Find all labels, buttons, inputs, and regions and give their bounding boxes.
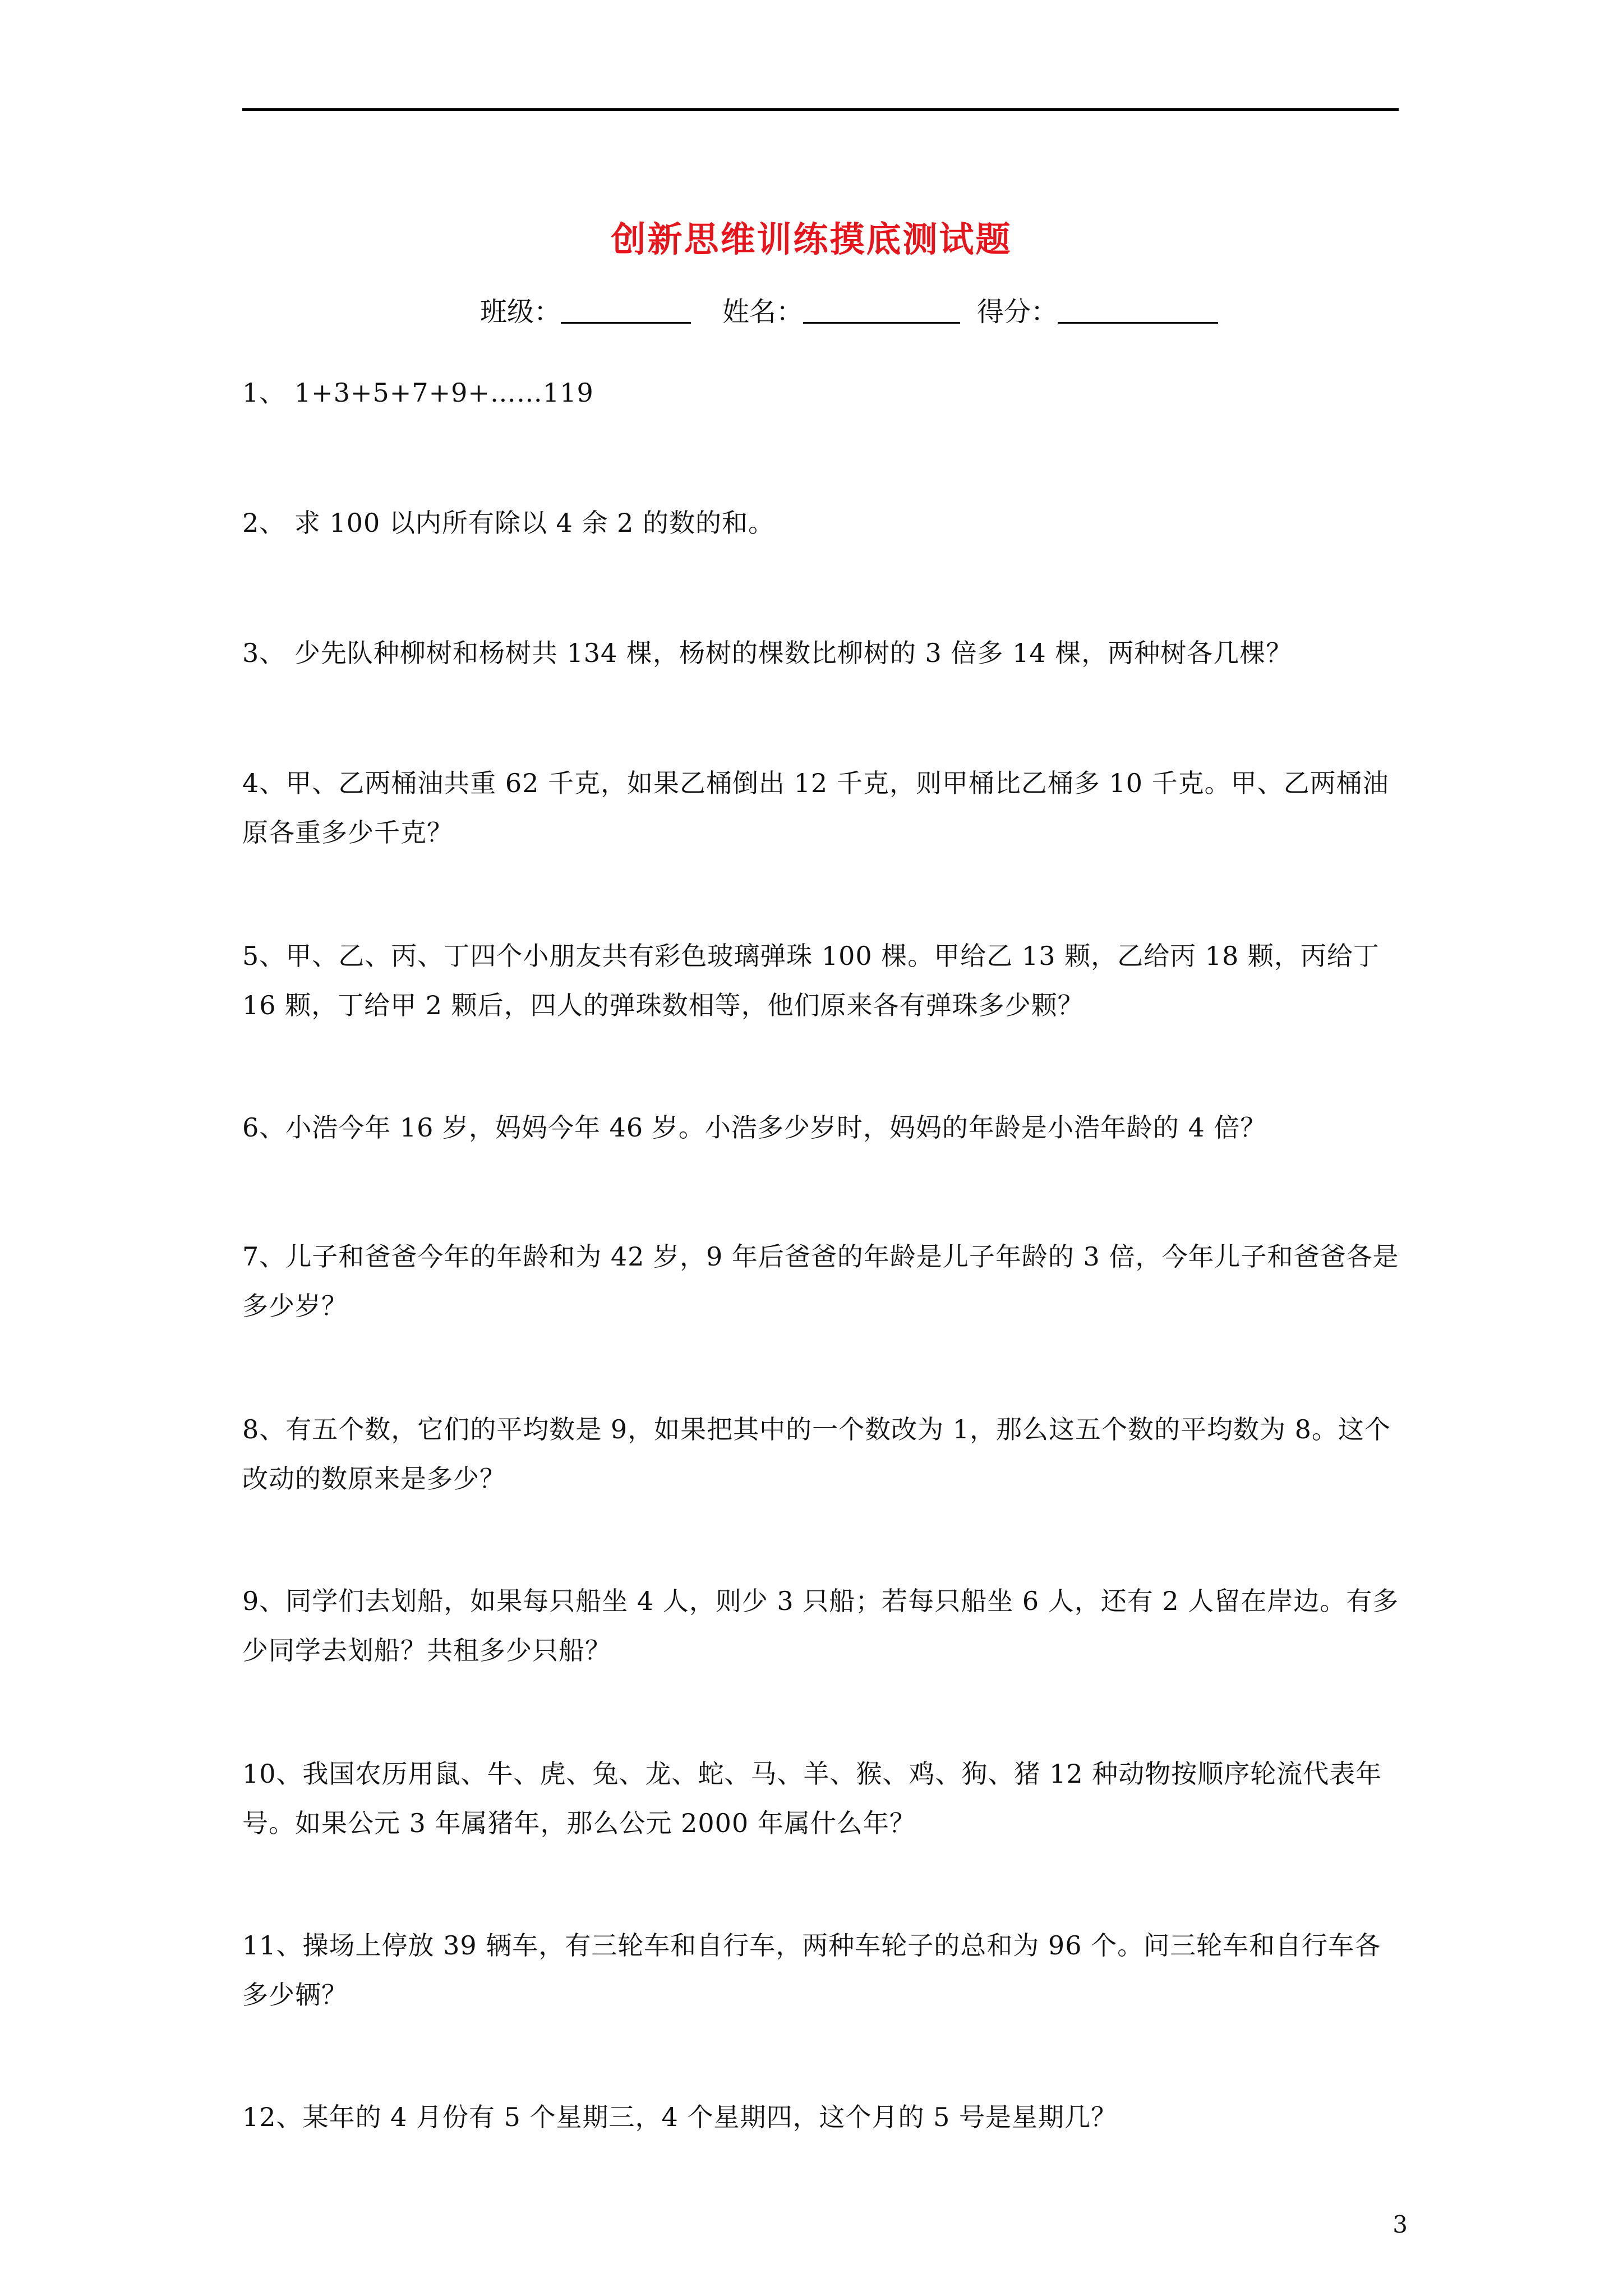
question-7: 7、儿子和爸爸今年的年龄和为 42 岁，9 年后爸爸的年龄是儿子年龄的 3 倍，今年儿子和爸爸各是多少岁？ [242, 1241, 1399, 1321]
score-label: 得分： [977, 296, 1058, 328]
question-5: 5、甲、乙、丙、丁四个小朋友共有彩色玻璃弹珠 100 棵。甲给乙 13 颗，乙给丙 18 颗，丙给丁 16 颗，丁给甲 2 颗后，四人的弹珠数相等，他们原来各有弹珠多少颗？ [242, 941, 1380, 1020]
question-1: 1、 1+3+5+7+9+……119 [242, 378, 594, 408]
header-rule [242, 108, 1399, 111]
question-12: 12、某年的 4 月份有 5 个星期三，4 个星期四，这个月的 5 号是星期几？ [242, 2102, 1117, 2132]
name-blank[interactable] [803, 289, 960, 324]
page-number: 3 [1393, 2211, 1408, 2238]
class-label: 班级： [480, 296, 561, 328]
question-8: 8、有五个数，它们的平均数是 9，如果把其中的一个数改为 1，那么这五个数的平均数为 8。这个改动的数原来是多少？ [242, 1414, 1391, 1494]
score-blank[interactable] [1058, 289, 1218, 324]
question-2: 2、 求 100 以内所有除以 4 余 2 的数的和。 [242, 508, 774, 538]
question-10: 10、我国农历用鼠、牛、虎、兔、龙、蛇、马、羊、猴、鸡、狗、猪 12 种动物按顺序轮流代表年号。如果公元 3 年属猪年，那么公元 2000 年属什么年？ [242, 1759, 1382, 1838]
question-9: 9、同学们去划船，如果每只船坐 4 人，则少 3 只船；若每只船坐 6 人，还有 2 人留在岸边。有多少同学去划船？共租多少只船？ [242, 1586, 1399, 1665]
page-title: 创新思维训练摸底测试题 [611, 219, 1012, 260]
name-label: 姓名： [722, 296, 804, 328]
question-6: 6、小浩今年 16 岁，妈妈今年 46 岁。小浩多少岁时，妈妈的年龄是小浩年龄的 4 倍？ [242, 1112, 1267, 1143]
question-11: 11、操场上停放 39 辆车，有三轮车和自行车，两种车轮子的总和为 96 个。问三轮车和自行车各多少辆？ [242, 1930, 1381, 2010]
question-3: 3、 少先队种柳树和杨树共 134 棵，杨树的棵数比柳树的 3 倍多 14 棵，两种树各几棵？ [242, 638, 1293, 668]
class-blank[interactable] [561, 289, 691, 324]
question-4: 4、甲、乙两桶油共重 62 千克，如果乙桶倒出 12 千克，则甲桶比乙桶多 10 千克。甲、乙两桶油原各重多少千克？ [242, 768, 1389, 848]
student-info-line [480, 289, 1218, 334]
